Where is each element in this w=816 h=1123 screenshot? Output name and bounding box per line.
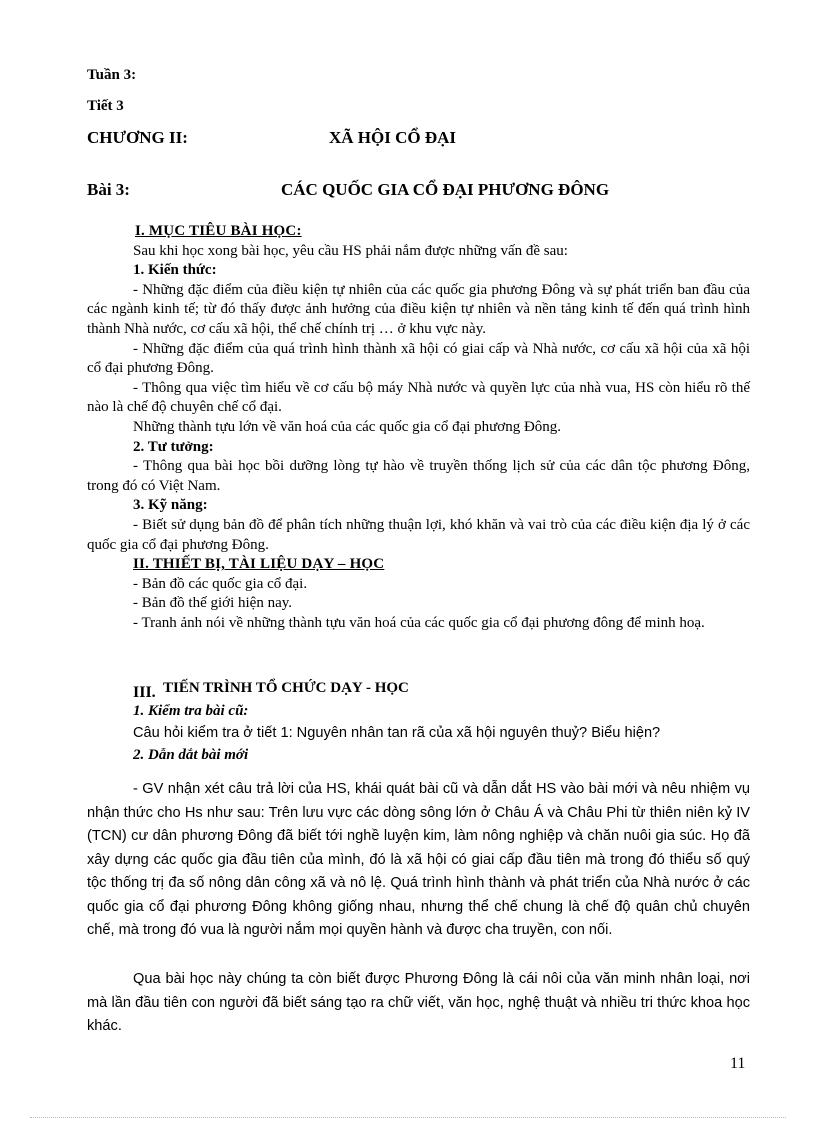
- intro-paragraph-2: Qua bài học này chúng ta còn biết được Phương Đông là cái nôi của văn minh nhân loại, nơi mà lần đầu tiên con người đã biết sáng tạo ra chữ viết, văn học, nghệ thuật và nhiều tri thức khoa học khác.: [87, 971, 750, 1034]
- intro-paragraph-2-block: [87, 968, 750, 1039]
- objectives-section: [87, 222, 750, 633]
- skills-heading: 3. Kỹ năng:: [133, 497, 208, 514]
- objectives-heading: I. MỤC TIÊU BÀI HỌC:: [135, 223, 302, 239]
- knowledge-item-4: Những thành tựu lớn về văn hoá của các quốc gia cổ đại phương Đông.: [133, 418, 562, 435]
- objectives-intro: Sau khi học xong bài học, yêu cầu HS phải nắm được những vấn đề sau:: [133, 242, 568, 259]
- knowledge-item-1: - Những đặc điểm của điều kiện tự nhiên của các quốc gia phương Đông và sự phát triển ban đầu của các ngành kinh tế; từ đó thấy được ảnh hưởng của điều kiện tự nhiên và nền tảng kinh tế đến quá trình hình thành Nhà nước, cơ cấu xã hội, thể chế chính trị … ở khu vực này.: [87, 281, 750, 337]
- chapter-title: XÃ HỘI CỔ ĐẠI: [329, 128, 457, 147]
- check-question: Câu hỏi kiểm tra ở tiết 1: Nguyên nhân tan rã của xã hội nguyên thuỷ? Biểu hiện?: [133, 725, 661, 741]
- knowledge-item-2: - Những đặc điểm của quá trình hình thành xã hội có giai cấp và Nhà nước, cơ cấu xã hội của xã hội cổ đại phương Đông.: [87, 340, 750, 377]
- period-label: Tiết 3: [87, 98, 124, 114]
- page-number: 11: [730, 1055, 746, 1072]
- equipment-item-1: - Bản đồ các quốc gia cổ đại.: [133, 575, 308, 592]
- skills-item-1: - Biết sử dụng bản đồ để phân tích những thuận lợi, khó khăn và vai trò của các điều kiện địa lý ở các quốc gia cổ đại phương Đông.: [87, 516, 750, 553]
- process-heading: TIẾN TRÌNH TỔ CHỨC DẠY - HỌC: [163, 680, 409, 696]
- page-bottom-divider: [30, 1117, 786, 1118]
- week-label: Tuần 3:: [87, 67, 137, 83]
- intro-heading: 2. Dẫn dắt bài mới: [133, 747, 249, 763]
- lesson-label: Bài 3:: [87, 180, 130, 199]
- equipment-heading: II. THIẾT BỊ, TÀI LIỆU DẠY – HỌC: [133, 556, 385, 573]
- knowledge-heading: 1. Kiến thức:: [133, 262, 217, 279]
- chapter-label: CHƯƠNG II:: [87, 128, 188, 147]
- equipment-item-3: - Tranh ảnh nói về những thành tựu văn hoá của các quốc gia cổ đại phương đông để minh hoạ.: [133, 614, 705, 631]
- equipment-item-2: - Bản đồ thế giới hiện nay.: [133, 595, 293, 612]
- thought-heading: 2. Tư tưởng:: [133, 438, 214, 455]
- check-heading: 1. Kiểm tra bài cũ:: [133, 703, 249, 719]
- lesson-title: CÁC QUỐC GIA CỔ ĐẠI PHƯƠNG ĐÔNG: [281, 180, 610, 199]
- intro-paragraph-1: - GV nhận xét câu trả lời của HS, khái quát bài cũ và dẫn dắt HS vào bài mới và nêu nhiệm vụ nhận thức cho Hs như sau: Trên lưu vực các dòng sông lớn ở Châu Á và Châu Phi từ thiên niên kỷ IV (TCN) cư dân phương Đông đã biết tới nghề luyện kim, làm nông nghiệp và chăn nuôi gia súc. Họ đã xây dựng các quốc gia đầu tiên của mình, đó là xã hội có giai cấp đầu tiên mà trong đó thiểu số quý tộc thống trị đa số nông dân công xã và nô lệ. Quá trình hình thành và phát triển của Nhà nước ở các quốc gia cổ đại phương Đông không giống nhau, nhưng thể chế chung là chế độ quân chủ chuyên chế, mà trong đó vua là người nắm mọi quyền hành và được cha truyền, con nối.: [87, 781, 750, 938]
- thought-item-1: - Thông qua bài học bồi dưỡng lòng tự hào về truyền thống lịch sử của các dân tộc phương Đông, trong đó có Việt Nam.: [87, 458, 750, 494]
- knowledge-item-3: - Thông qua việc tìm hiểu về cơ cấu bộ máy Nhà nước và quyền lực của nhà vua, HS còn hiểu rõ thế nào là chế độ chuyên chế cổ đại.: [87, 379, 750, 416]
- intro-paragraph-1-block: [87, 778, 750, 943]
- process-heading-number: III.: [133, 684, 156, 701]
